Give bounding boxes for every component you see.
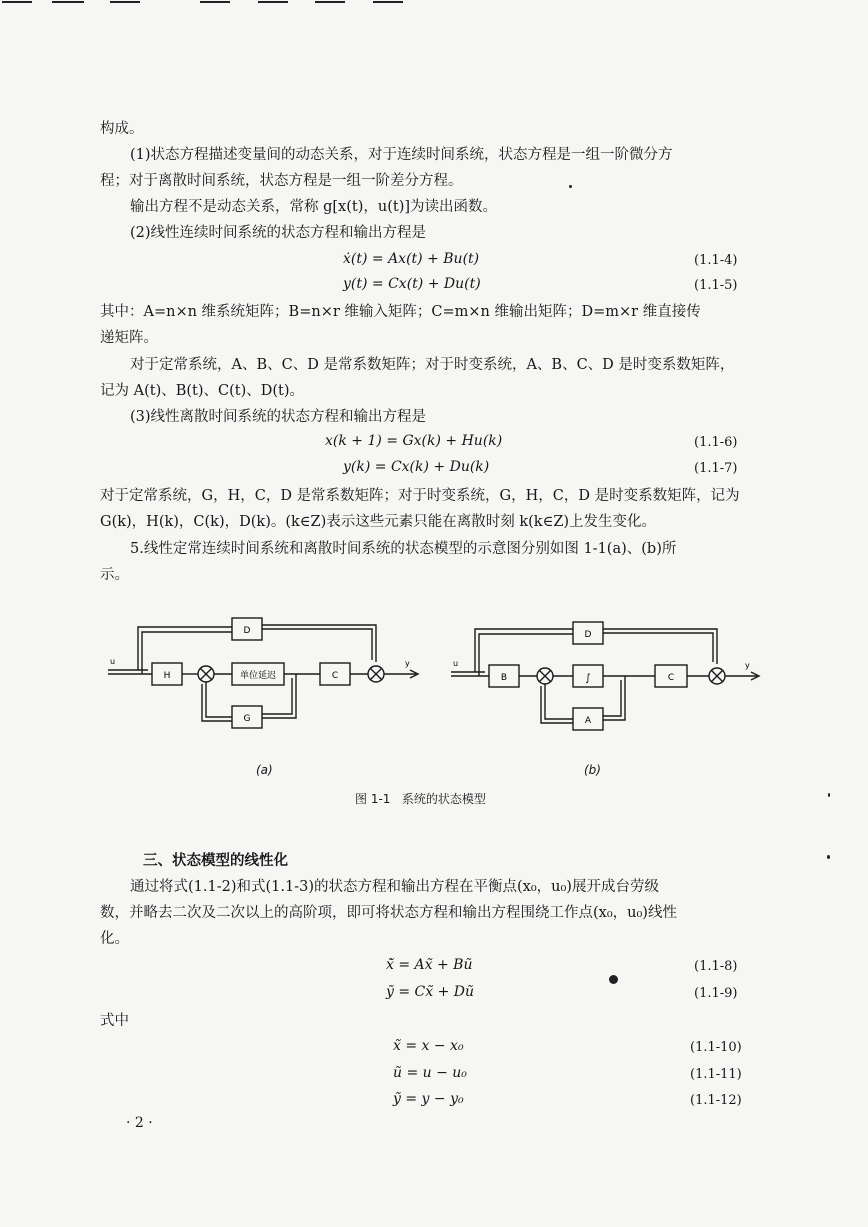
figure-sublabel-a: (a) [256,763,273,777]
signal-line [603,676,625,720]
text-line: 输出方程不是动态关系，常称 g[x(t)，u(t)]为读出函数。 [130,199,498,215]
equation-number: (1.1-9) [694,986,738,1001]
text-line: 对于定常系统，A、B、C、D 是常系数矩阵；对于时变系统，A、B、C、D 是时变系数矩阵， [130,357,735,373]
text-line: 数，并略去二次及二次以上的高阶项，即可将状态方程和输出方程围绕工作点(x₀，u₀)线性 [100,905,677,921]
signal-line [262,629,372,660]
equation: x̃ = x − x₀ [393,1038,464,1054]
signal-line [142,632,232,674]
equation: x̃̇ = Ax̃ + Bũ [386,957,473,973]
equation-number: (1.1-7) [694,461,738,476]
block-label: D [243,626,251,636]
equation: y(k) = Cx(k) + Du(k) [343,459,490,475]
equation: ỹ = y − y₀ [393,1091,464,1107]
text-line: (2)线性连续时间系统的状态方程和输出方程是 [130,225,427,241]
block-diagram-a [100,610,430,760]
text-line: 通过将式(1.1-2)和式(1.1-3)的状态方程和输出方程在平衡点(x₀，u₀)展开成台劳级 [130,879,659,895]
text-line: 对于定常系统，G，H，C，D 是常系数矩阵；对于时变系统，G，H，C，D 是时变系数矩阵，记为 [100,488,740,504]
equation: ũ = u − u₀ [393,1065,467,1081]
text-line: 程；对于离散时间系统，状态方程是一组一阶差分方程。 [100,173,463,189]
figure-caption [355,790,486,807]
scan-speck [828,793,830,797]
text-line: 示。 [100,567,129,583]
block-label: 单位延迟 [239,671,277,681]
top-edge-marks [0,0,868,10]
text-line: 5.线性定常连续时间系统和离散时间系统的状态模型的示意图分别如图 1-1(a)、(b)所 [130,541,677,557]
block-label: D [584,630,592,640]
signal-line [603,629,717,664]
text-line: 化。 [100,931,129,947]
signal-label: u [110,657,116,666]
equation: ẋ(t) = Ax(t) + Bu(t) [343,251,480,267]
signal-line [603,633,713,662]
signal-line [545,684,573,719]
text-line: 记为 A(t)、B(t)、C(t)、D(t)。 [100,383,305,399]
text-line: G(k)，H(k)，C(k)，D(k)。(k∈Z)表示这些元素只能在离散时刻 k(k∈Z)上发生变化。 [100,514,657,530]
equation-number: (1.1-10) [690,1040,742,1055]
signal-label: u [453,659,459,668]
text-line: 构成。 [100,121,144,137]
equation: y(t) = Cx(t) + Du(t) [343,276,481,292]
signal-line [262,625,376,662]
block-diagram-b [445,612,765,762]
equation-number: (1.1-8) [694,959,738,974]
scan-speck [827,855,830,859]
block-label: ∫ [585,673,591,684]
section-title: 三、状态模型的线性化 [143,852,288,869]
text-line: 其中：A=n×n 维系统矩阵；B=n×r 维输入矩阵；C=m×n 维输出矩阵；D=m×r 维直接传 [100,304,701,320]
signal-label: y [405,659,410,668]
signal-line [603,680,621,716]
block-label: H [163,671,171,681]
text-line: 式中 [100,1013,129,1029]
signal-line [206,682,232,717]
figure-caption-text: 系统的状态模型 [401,792,486,806]
block-label: G [243,714,251,724]
block-label: A [584,716,592,726]
block-label: B [500,673,508,683]
text-line: (1)状态方程描述变量间的动态关系，对于连续时间系统，状态方程是一组一阶微分方 [130,147,673,163]
figure-sublabel-b: (b) [584,763,601,777]
equation-number: (1.1-6) [694,435,738,450]
signal-line [262,678,292,714]
equation-number: (1.1-5) [694,278,738,293]
equation-number: (1.1-12) [690,1093,742,1108]
scan-speck [569,185,572,188]
block-label: C [331,671,339,681]
block-label: C [667,673,675,683]
equation: ỹ = Cx̃ + Dũ [386,984,475,1000]
text-line: 递矩阵。 [100,330,158,346]
scan-speck [609,975,618,984]
signal-line [479,634,573,676]
signal-label: y [745,661,750,670]
equation: x(k + 1) = Gx(k) + Hu(k) [325,433,503,449]
equation-number: (1.1-4) [694,253,738,268]
equation-number: (1.1-11) [690,1067,742,1082]
signal-line [541,686,573,723]
page-number: · 2 · [126,1115,153,1131]
figure-caption-number: 图 1-1 [355,792,391,806]
text-line: (3)线性离散时间系统的状态方程和输出方程是 [130,409,427,425]
